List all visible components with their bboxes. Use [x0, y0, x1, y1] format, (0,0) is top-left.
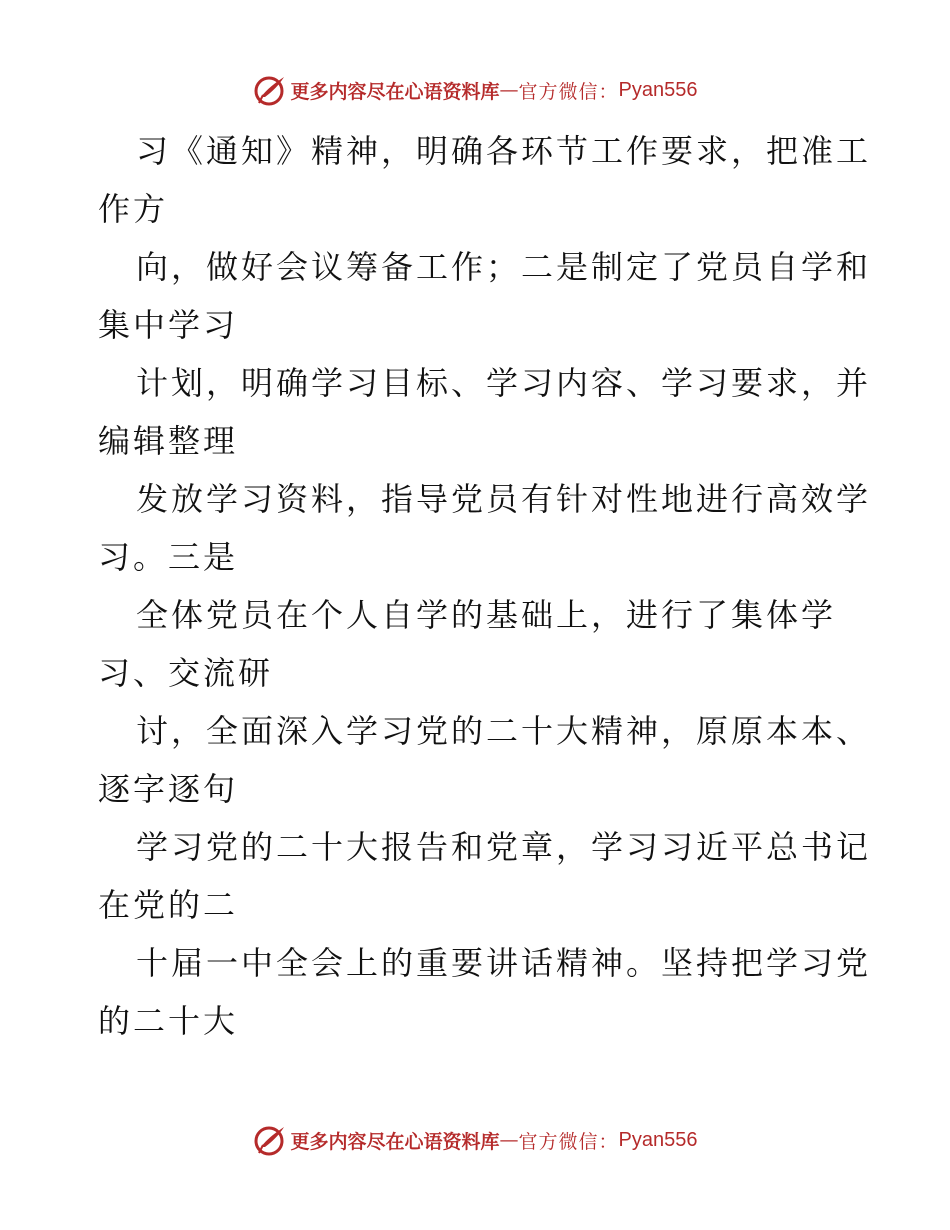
body-line: 学习党的二十大报告和党章，学习习近平总书记	[136, 828, 872, 866]
body-line: 向，做好会议筹备工作；二是制定了党员自学和	[136, 248, 872, 286]
body-line: 发放学习资料，指导党员有针对性地进行高效学	[136, 480, 872, 518]
body-line: 习、交流研	[98, 654, 274, 692]
banner-wechat-id: Pyan556	[618, 1128, 698, 1151]
document-body	[98, 122, 872, 1050]
banner-wechat-label: 官方微信：	[518, 80, 619, 103]
body-line: 习《通知》精神，明确各环节工作要求，把准工	[136, 132, 872, 170]
banner-dash: —	[499, 79, 519, 101]
banner-dash: —	[499, 1129, 519, 1151]
body-line: 逐字逐句	[98, 770, 239, 808]
body-line: 集中学习	[98, 306, 239, 344]
footer-banner	[0, 1120, 950, 1160]
body-line: 在党的二	[98, 886, 239, 924]
body-line: 计划，明确学习目标、学习内容、学习要求，并	[136, 364, 872, 402]
body-line: 作方	[98, 190, 169, 228]
body-line: 全体党员在个人自学的基础上，进行了集体学	[136, 596, 837, 634]
banner-wechat-id: Pyan556	[618, 78, 698, 101]
body-line: 习。三是	[98, 538, 239, 576]
body-line: 十届一中全会上的重要讲话精神。坚持把学习党	[136, 944, 872, 982]
body-line: 的二十大	[98, 1002, 239, 1040]
quill-logo-icon	[253, 73, 287, 107]
banner-site-text: 更多内容尽在心语资料库	[290, 80, 500, 103]
body-line: 编辑整理	[98, 422, 239, 460]
banner-wechat-label: 官方微信：	[518, 1130, 619, 1153]
body-line: 讨，全面深入学习党的二十大精神，原原本本、	[136, 712, 872, 750]
header-banner	[0, 70, 950, 110]
banner-site-text: 更多内容尽在心语资料库	[290, 1130, 500, 1153]
quill-logo-icon	[253, 1123, 287, 1157]
